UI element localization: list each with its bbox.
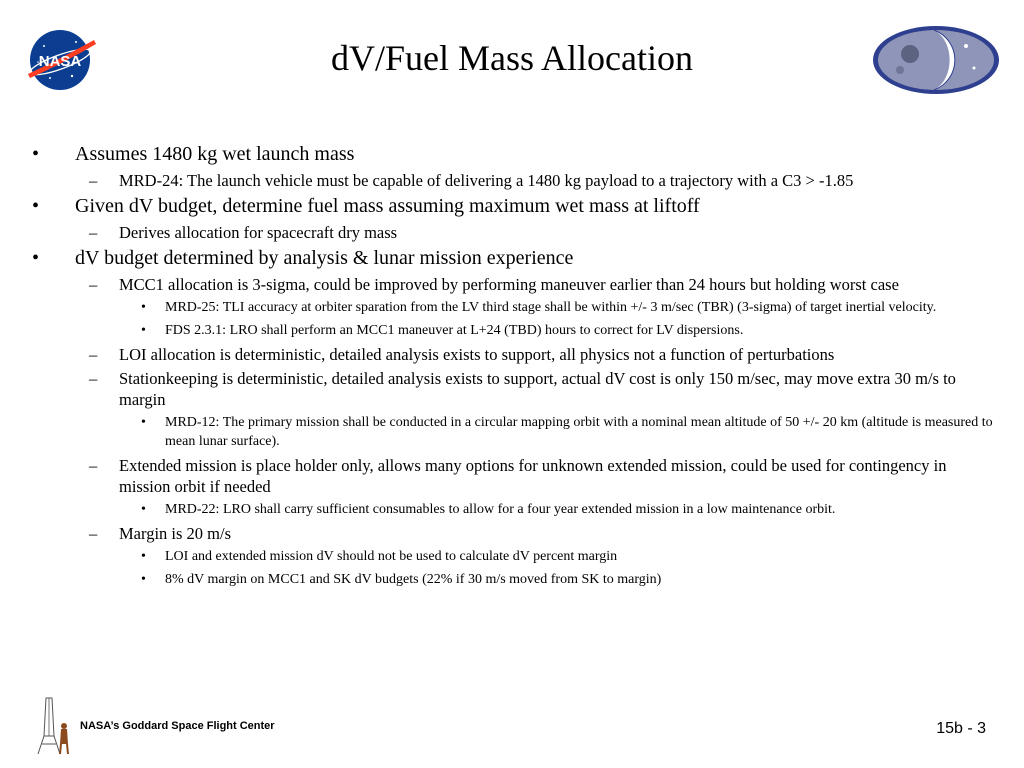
sub-bullet-mrd24 xyxy=(89,170,998,191)
small-bullet-dot: • xyxy=(141,323,146,338)
small-bullet-dot: • xyxy=(141,549,146,564)
bullet-text: MCC1 allocation is 3-sigma, could be improved by performing maneuver earlier than 24 hours but holding worst case xyxy=(119,275,899,294)
sub-sub-bullet-fds xyxy=(141,321,998,340)
bullet-text: Extended mission is place holder only, allows many options for unknown extended mission, could be used for contingency in mission orbit if needed xyxy=(119,456,947,496)
small-bullet-dot: • xyxy=(141,415,146,430)
bullet-text: Assumes 1480 kg wet launch mass xyxy=(75,143,355,165)
dash-bullet: – xyxy=(89,171,98,190)
bullet-text: Given dV budget, determine fuel mass assuming maximum wet mass at liftoff xyxy=(75,195,700,217)
small-bullet-dot: • xyxy=(141,300,146,315)
sub-bullet-margin xyxy=(89,523,998,544)
page-title: dV/Fuel Mass Allocation xyxy=(331,38,693,78)
bullet-text: Derives allocation for spacecraft dry mass xyxy=(119,223,398,242)
sub-bullet-extended-mission xyxy=(89,455,998,497)
bullet-text: MRD-22: LRO shall carry sufficient consumables to allow for a four year extended mission in a low maintenance orbit. xyxy=(165,502,836,517)
sub-sub-bullet-mrd12 xyxy=(141,413,998,451)
bullet-text: MRD-25: TLI accuracy at orbiter sparation from the LV third stage shall be within +/- 3 m/sec (TBR) (3-sigma) of target inertial velocity. xyxy=(165,300,937,315)
goddard-figure-icon xyxy=(30,696,78,756)
bullet-text: FDS 2.3.1: LRO shall perform an MCC1 maneuver at L+24 (TBD) hours to correct for LV dispersions. xyxy=(165,323,744,338)
lro-mission-logo xyxy=(870,24,1002,96)
bullet-text: LOI allocation is deterministic, detailed analysis exists to support, all physics not a function of perturbations xyxy=(119,345,835,364)
bullet-launch-mass xyxy=(32,142,998,166)
bullet-text: dV budget determined by analysis & lunar mission experience xyxy=(75,247,574,269)
dash-bullet: – xyxy=(89,223,98,242)
small-bullet-dot: • xyxy=(141,572,146,587)
sub-sub-bullet-dv-margin xyxy=(141,570,998,589)
sub-bullet-loi xyxy=(89,344,998,365)
nasa-logo-text: NASA xyxy=(38,53,82,70)
sub-bullet-stationkeeping xyxy=(89,368,998,410)
dash-bullet: – xyxy=(89,345,98,364)
bullet-text: 8% dV margin on MCC1 and SK dV budgets (22% if 30 m/s moved from SK to margin) xyxy=(165,572,662,587)
bullet-text: Stationkeeping is deterministic, detailed analysis exists to support, actual dV cost is only 150 m/sec, may move extra 30 m/s to margin xyxy=(119,369,956,409)
sub-bullet-mcc1 xyxy=(89,274,998,295)
dash-bullet: – xyxy=(89,275,98,294)
bullet-content xyxy=(32,142,998,593)
bullet-fuel-mass xyxy=(32,194,998,218)
sub-bullet-dry-mass xyxy=(89,222,998,243)
page-number: 15b - 3 xyxy=(936,720,986,737)
bullet-text: MRD-24: The launch vehicle must be capable of delivering a 1480 kg payload to a trajectory with a C3 > -1.85 xyxy=(119,171,854,190)
sub-sub-bullet-loi-margin xyxy=(141,547,998,566)
bullet-text: LOI and extended mission dV should not be used to calculate dV percent margin xyxy=(165,549,618,564)
bullet-text: MRD-12: The primary mission shall be conducted in a circular mapping orbit with a nominal mean altitude of 50 +/- 20 km (altitude is measured to mean lunar surface). xyxy=(165,415,993,449)
bullet-text: Margin is 20 m/s xyxy=(119,524,231,543)
dash-bullet: – xyxy=(89,524,98,543)
small-bullet-dot: • xyxy=(141,502,146,517)
bullet-dot: • xyxy=(32,195,40,217)
bullet-dot: • xyxy=(32,247,40,269)
bullet-dv-budget xyxy=(32,246,998,270)
sub-sub-bullet-mrd25 xyxy=(141,298,998,317)
dash-bullet: – xyxy=(89,456,98,475)
footer-organization: NASA’s Goddard Space Flight Center xyxy=(80,720,275,732)
dash-bullet: – xyxy=(89,369,98,388)
sub-sub-bullet-mrd22 xyxy=(141,500,998,519)
bullet-dot: • xyxy=(32,143,40,165)
